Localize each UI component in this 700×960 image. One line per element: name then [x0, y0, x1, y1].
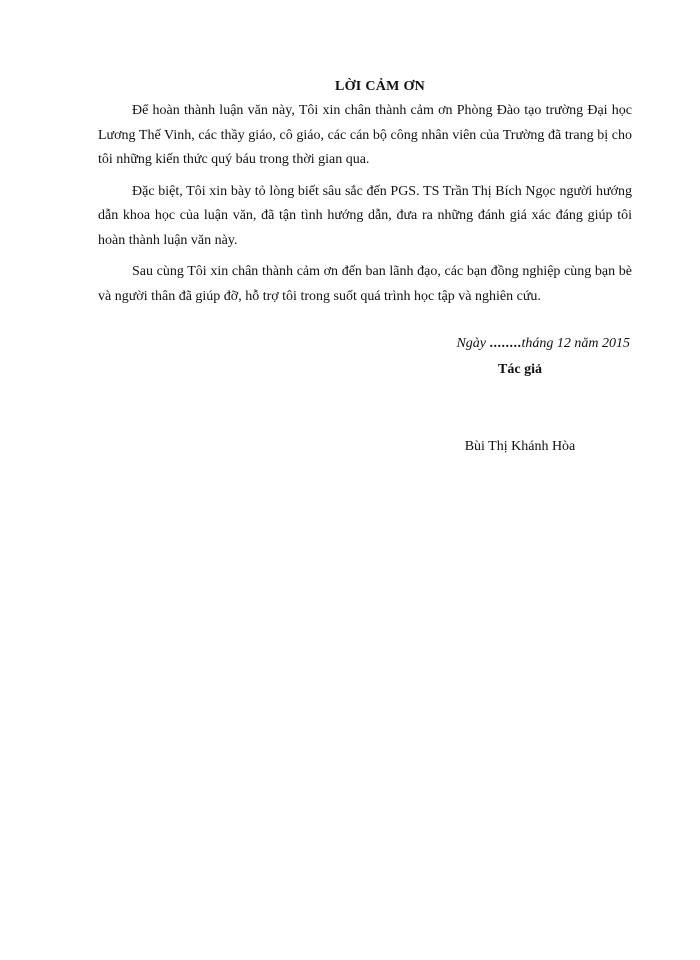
signature-date	[430, 336, 630, 352]
author-name: Bùi Thị Khánh Hòa	[464, 439, 576, 454]
paragraph-1: Để hoàn thành luận văn này, Tôi xin chân thành cảm ơn Phòng Đào tạo trường Đại học Lương Thế Vinh, các thầy giáo, cô giáo, các cán bộ công nhân viên của Trường đã trang bị cho tôi những kiến thức quý báu trong thời gian qua.	[98, 103, 632, 167]
date-suffix: tháng 12 năm 2015	[521, 336, 630, 351]
page-title: LỜI CẢM ƠN	[334, 79, 426, 94]
paragraph-2: Đặc biệt, Tôi xin bày tỏ lòng biết sâu sắc đến PGS. TS Trần Thị Bích Ngọc người hướng dẫn khoa học của luận văn, đã tận tình hướng dẫn, đưa ra những đánh giá xác đáng giúp tôi hoàn thành luận văn này.	[98, 183, 632, 248]
paragraph-3: Sau cùng Tôi xin chân thành cảm ơn đến ban lãnh đạo, các bạn đồng nghiệp cùng bạn bè và người thân đã giúp đỡ, hỗ trợ tôi trong suốt quá trình học tập và nghiên cứu.	[98, 264, 632, 304]
author-label: Tác giả	[498, 362, 542, 377]
acknowledgement-body	[98, 99, 632, 316]
date-dots: ........	[489, 336, 522, 351]
date-prefix: Ngày	[456, 336, 490, 351]
